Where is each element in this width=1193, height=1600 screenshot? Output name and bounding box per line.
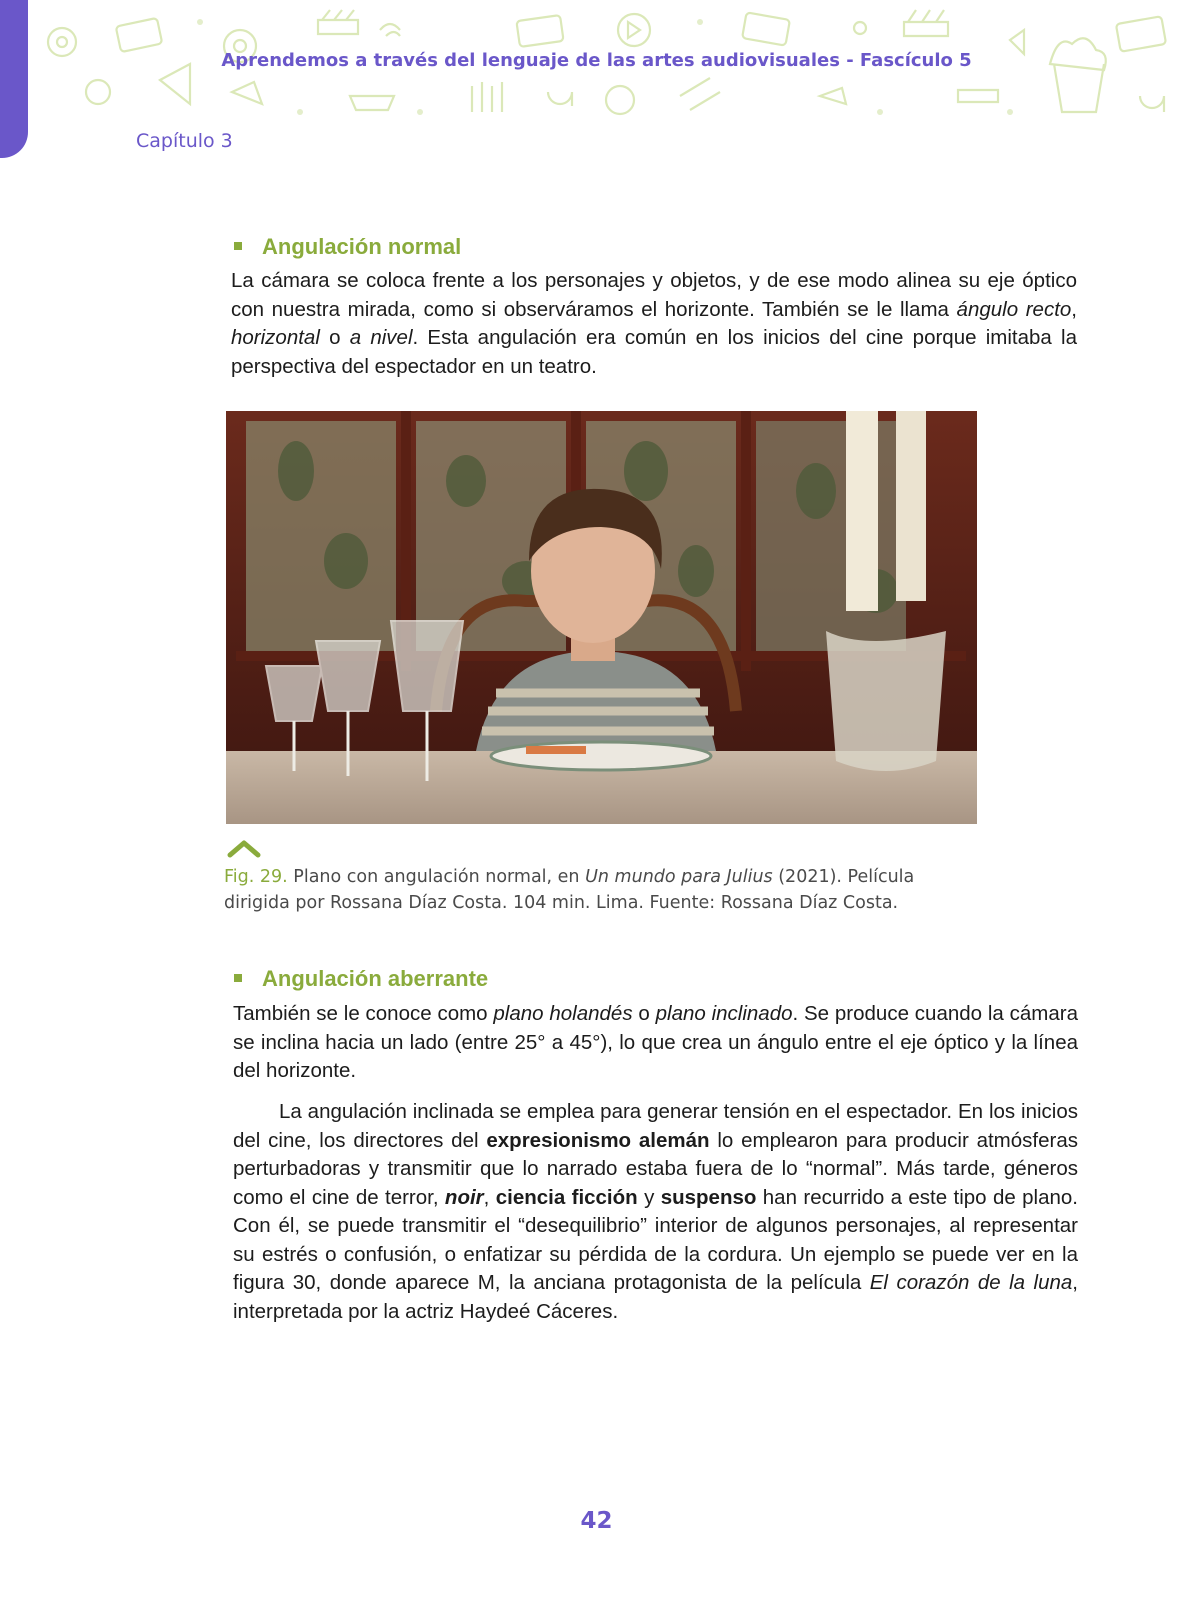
paragraph-angulacion-normal	[231, 267, 1077, 381]
italic-term: El corazón de la luna	[869, 1271, 1073, 1294]
text-run: . Esta angulación era común en los inicios del cine porque imitaba la perspectiva del espectador en un teatro.	[231, 326, 1077, 378]
section-heading-text: Angulación aberrante	[262, 966, 489, 991]
text-run: o	[632, 1002, 656, 1025]
bold-italic-term: noir	[444, 1185, 484, 1209]
film-title: Un mundo para Julius	[585, 867, 773, 887]
section-heading-text: Angulación normal	[262, 234, 462, 259]
italic-term: ángulo recto	[956, 297, 1072, 321]
booklet-title: Aprendemos a través del lenguaje de las artes audiovisuales - Fascículo 5	[221, 50, 972, 71]
text-run: lo emplearon para producir atmósferas perturbadoras y transmitir que lo narrado estaba fuera de lo “normal”. Más tarde, géneros como el cine de terror,	[233, 1128, 1078, 1209]
text-run: han recurrido a este tipo de plano. Con él, se puede transmitir el “desequilibrio” interior de algunos personajes, al representar su estrés o confusión, o enfatizar su pérdida de la cordura. Un ejemplo se puede ver en la figura 30, donde aparece M, la anciana protagonista de la película	[233, 1185, 1078, 1294]
text-run: La angulación inclinada se emplea para generar tensión en el espectador. En los inicios del cine, los directores del	[233, 1100, 1078, 1152]
square-bullet-icon	[234, 242, 242, 250]
section-heading-angulacion-aberrante	[234, 966, 488, 992]
figure-caption	[224, 864, 944, 916]
italic-term: plano inclinado	[655, 1002, 793, 1025]
bold-term: expresionismo alemán	[486, 1128, 710, 1152]
chapter-label: Capítulo 3	[136, 130, 233, 152]
text-run: y	[637, 1185, 661, 1209]
text-run: También se le conoce como	[233, 1002, 494, 1025]
caption-text: (2021). Película dirigida por Rossana Díaz Costa. 104 min. Lima. Fuente: Rossana Díaz Costa.	[224, 867, 915, 913]
text-run: , interpretada por la actriz Haydeé Cáceres.	[233, 1271, 1078, 1323]
italic-term: plano holandés	[493, 1002, 633, 1025]
text-run: La cámara se coloca frente a los personajes y objetos, y de ese modo alinea su eje óptico con nuestra mirada, como si observáramos el horizonte. También se le llama	[231, 269, 1077, 321]
figure-label: Fig. 29.	[224, 867, 288, 887]
italic-term: horizontal	[231, 326, 320, 349]
caption-chevron-up-icon	[226, 838, 262, 858]
text-run: ,	[1071, 297, 1077, 321]
bold-term: ciencia ficción	[495, 1185, 638, 1209]
bold-term: suspenso	[660, 1185, 757, 1209]
text-run: ,	[483, 1185, 496, 1209]
square-bullet-icon	[234, 974, 242, 982]
section-heading-angulacion-normal	[234, 234, 461, 260]
film-still-photo	[226, 411, 977, 824]
text-run: o	[319, 326, 350, 349]
page-number: 42	[580, 1508, 613, 1534]
paragraph-aberrante-definition	[233, 1000, 1078, 1086]
text-run: . Se produce cuando la cámara se inclina hacia un lado (entre 25° a 45°), lo que crea un ángulo entre el eje óptico y la línea del horizonte.	[233, 1002, 1078, 1082]
caption-text: Plano con angulación normal, en	[287, 867, 586, 887]
paragraph-aberrante-usage	[233, 1098, 1078, 1326]
film-still-illustration	[226, 411, 977, 824]
italic-term: a nivel	[349, 326, 413, 349]
